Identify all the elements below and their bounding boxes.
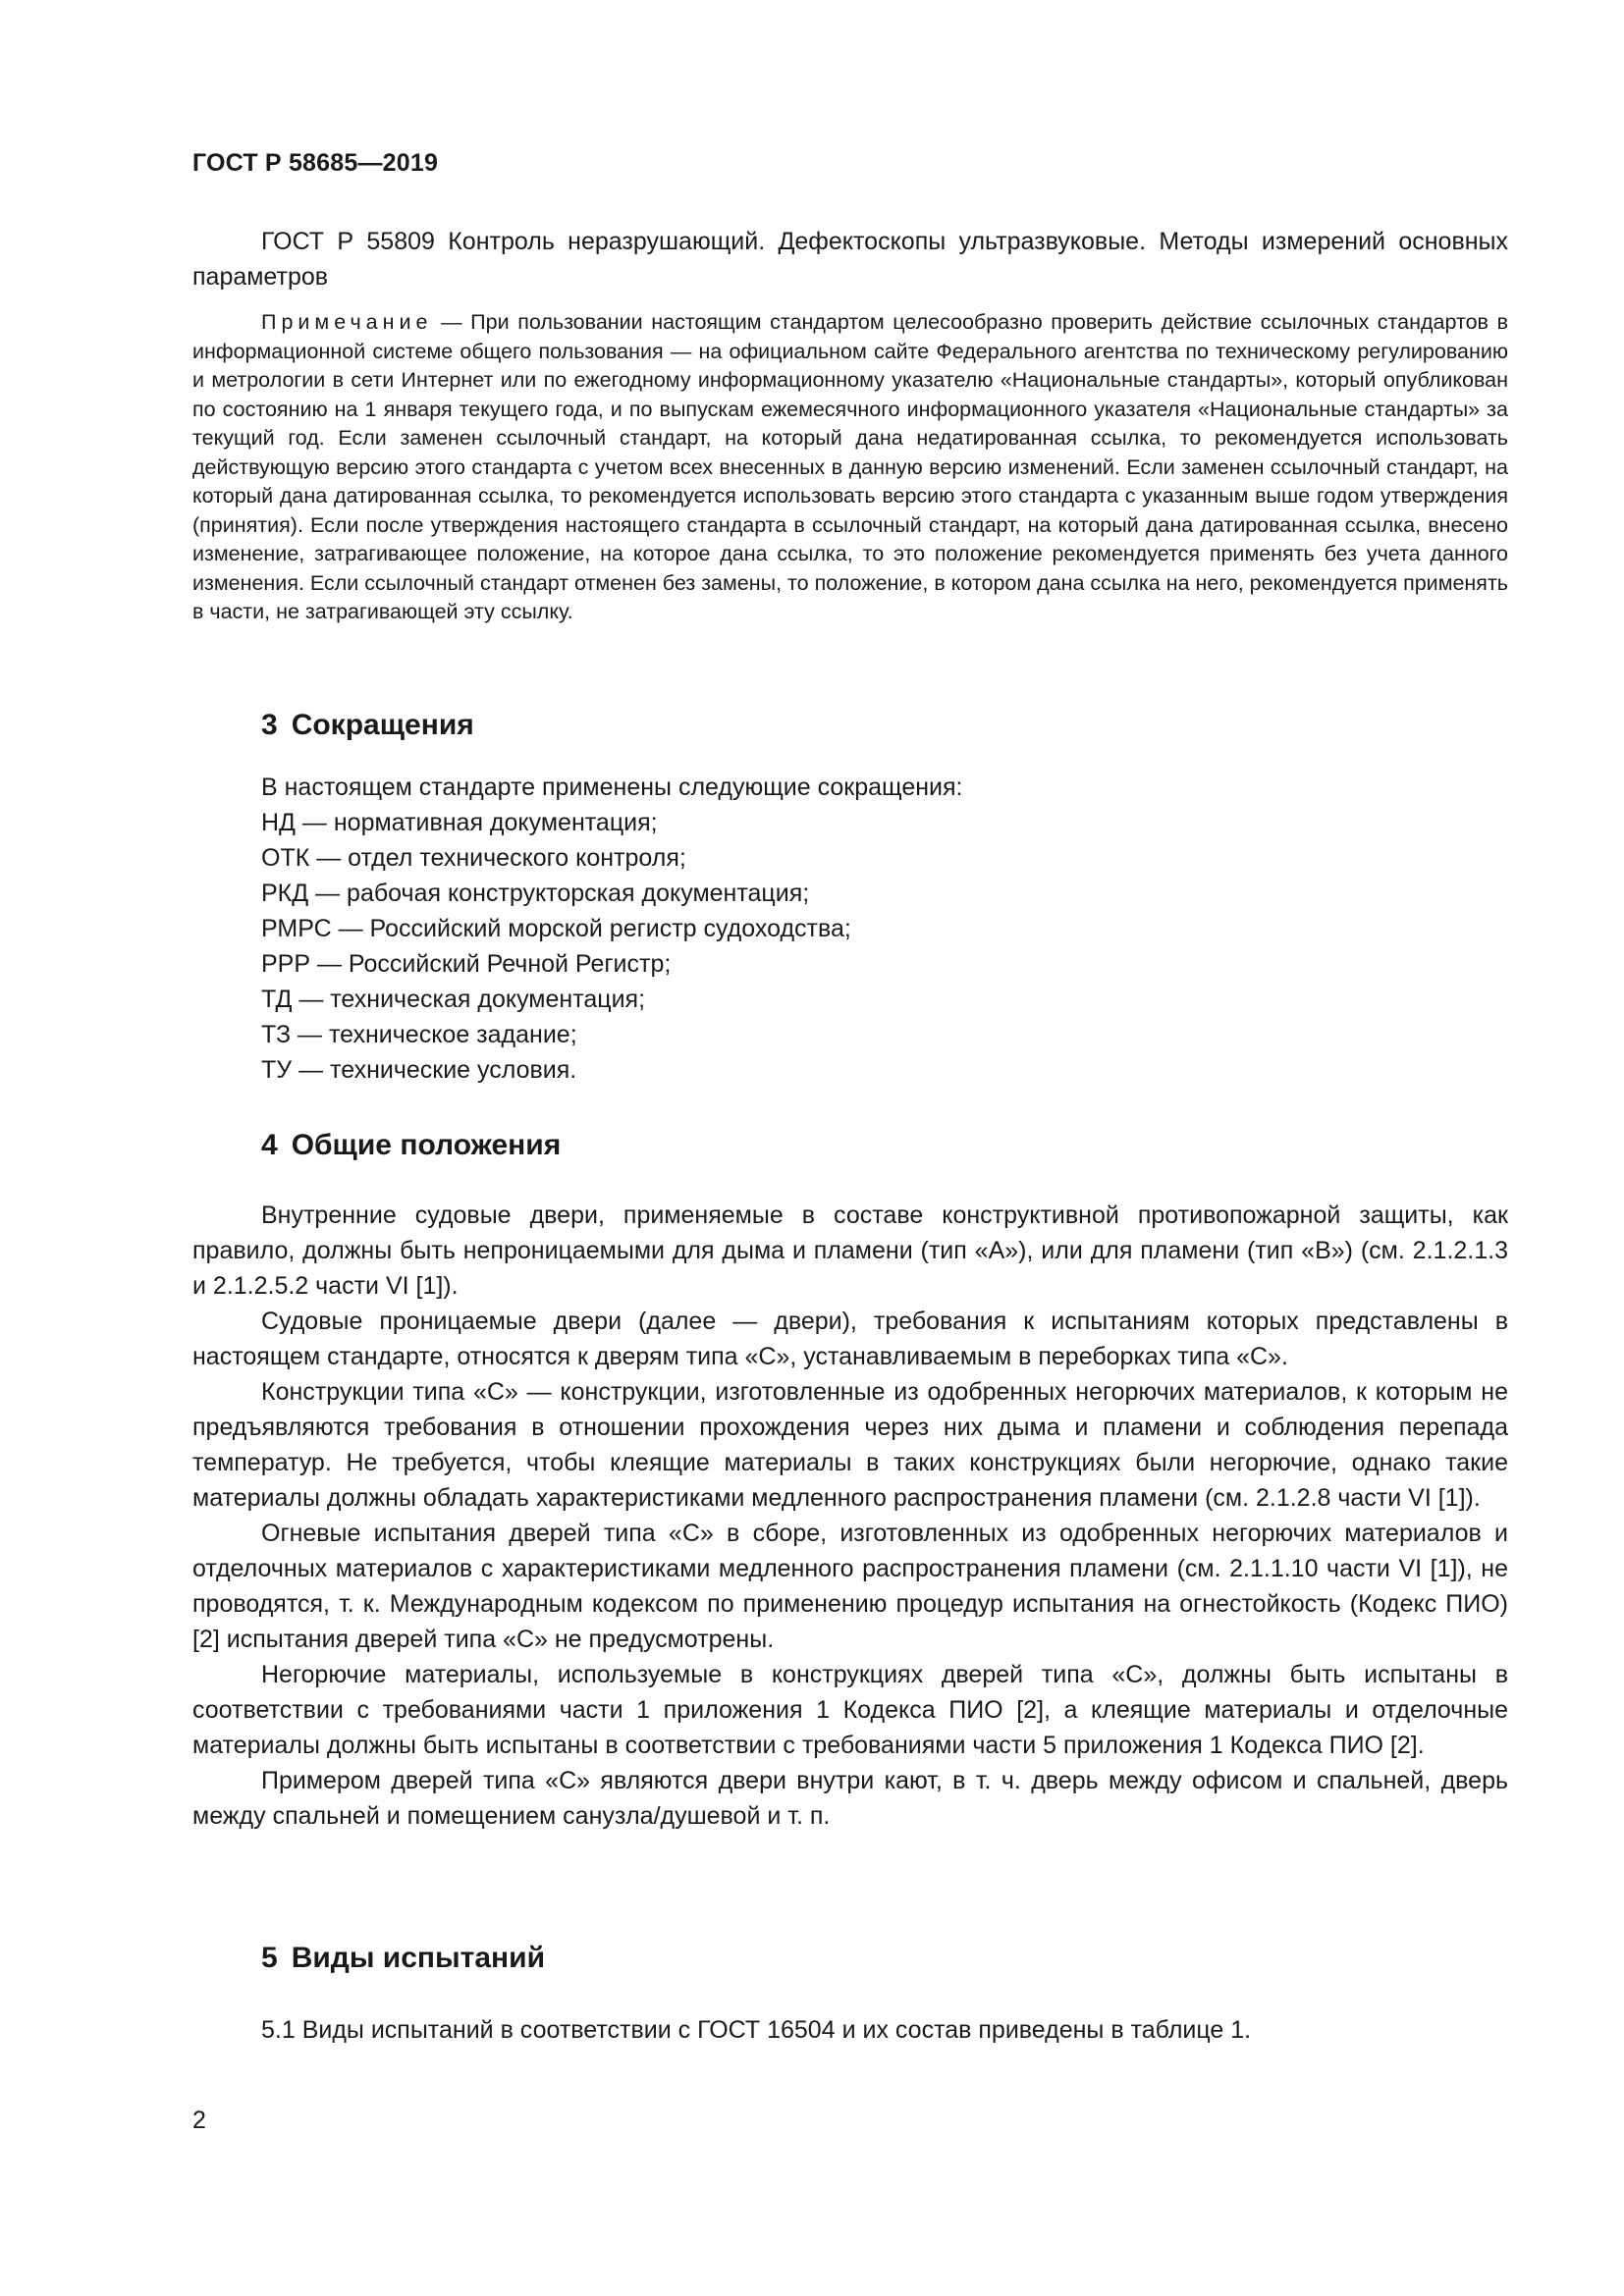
list-item: ОТК — отдел технического контроля; <box>261 844 686 872</box>
list-item: ТЗ — техническое задание; <box>261 1021 577 1048</box>
paragraph: Конструкции типа «С» — конструкции, изготовленные из одобренных негорючих материалов, к которым не предъявляются требования в отношении прохождения через них дыма и пламени и соблюдения перепада температур. Не требуется, чтобы клеящие материалы в таких конструкциях были негорючие, однако такие материалы должны обладать характеристиками медленного распространения пламени (см. 2.1.2.8 части VI [1]). <box>192 1378 1508 1512</box>
abbreviations-list <box>261 770 962 1088</box>
section-5-number: 5 <box>261 1942 278 1974</box>
list-item: РМРС — Российский морской регистр судоходства; <box>261 915 851 942</box>
section-5-heading <box>261 1942 545 1975</box>
paragraph: Негорючие материалы, используемые в конструкциях дверей типа «С», должны быть испытаны в соответствии с требованиями части 1 приложения 1 Кодекса ПИО [2], а клеящие материалы и отделочные материалы должны быть испытаны в соответствии с требованиями части 5 приложения 1 Кодекса ПИО [2]. <box>192 1661 1508 1759</box>
reference-entry: ГОСТ Р 55809 Контроль неразрушающий. Дефектоскопы ультразвуковые. Методы измерений основных параметров <box>192 228 1508 291</box>
section-5-title: Виды испытаний <box>291 1942 546 1974</box>
note-text: — При пользовании настоящим стандартом целесообразно проверить действие ссылочных стандартов в информационной системе общего пользования — на официальном сайте Федерального агентства по техническому регулированию и метрологии в сети Интернет или по ежегодному информационному указателю «Национальные стандарты», который опубликован по состоянию на 1 января текущего года, и по выпускам ежемесячного информационного указателя «Национальные стандарты» за текущий год. Если заменен ссылочный стандарт, на который дана недатированная ссылка, то рекомендуется использовать действующую версию этого стандарта с учетом всех внесенных в данную версию изменений. Если заменен ссылочный стандарт, на который дана датированная ссылка, то рекомендуется использовать версию этого стандарта с указанным выше годом утверждения (принятия). Если после утверждения настоящего стандарта в ссылочный стандарт, на который дана датированная ссылка, внесено изменение, затрагивающее положение, на которое дана ссылка, то это положение рекомендуется применять без учета данного изменения. Если ссылочный стандарт отменен без замены, то положение, в котором дана ссылка на него, рекомендуется применять в части, не затрагивающей эту ссылку. <box>192 310 1508 623</box>
paragraph: Огневые испытания дверей типа «С» в сборе, изготовленных из одобренных негорючих материалов и отделочных материалов с характеристиками медленного распространения пламени (см. 2.1.1.10 части VI [1]), не проводятся, т. к. Международным кодексом по применению процедур испытания на огнестойкость (Кодекс ПИО) [2] испытания дверей типа «С» не предусмотрены. <box>192 1520 1508 1653</box>
reference-note <box>192 308 1508 627</box>
section-3-title: Сокращения <box>291 709 474 741</box>
note-label: Примечание <box>261 310 433 334</box>
list-item: ТД — техническая документация; <box>261 986 646 1013</box>
document-page <box>192 0 1508 2296</box>
section-4-heading <box>261 1129 561 1162</box>
section-5-body <box>192 2012 1508 2048</box>
running-head-standard-id: ГОСТ Р 58685—2019 <box>192 149 439 177</box>
list-item: ТУ — технические условия. <box>261 1056 577 1084</box>
paragraph: Внутренние судовые двери, применяемые в составе конструктивной противопожарной защиты, как правило, должны быть непроницаемыми для дыма и пламени (тип «А»), или для пламени (тип «В») (см. 2.1.2.1.3 и 2.1.2.5.2 части VI [1]). <box>192 1201 1508 1300</box>
abbreviations-intro: В настоящем стандарте применены следующие сокращения: <box>261 774 963 801</box>
paragraph: Судовые проницаемые двери (далее — двери), требования к испытаниям которых представлены в настоящем стандарте, относятся к дверям типа «С», устанавливаемым в переборках типа «С». <box>192 1308 1508 1370</box>
paragraph: 5.1 Виды испытаний в соответствии с ГОСТ 16504 и их состав приведены в таблице 1. <box>261 2016 1252 2044</box>
section-4-title: Общие положения <box>291 1129 562 1161</box>
section-3-number: 3 <box>261 709 278 741</box>
section-3-heading <box>261 709 474 742</box>
paragraph: Примером дверей типа «С» являются двери внутри кают, в т. ч. дверь между офисом и спальней, дверь между спальней и помещением санузла/душевой и т. п. <box>192 1767 1508 1830</box>
section-4-number: 4 <box>261 1129 278 1161</box>
list-item: РКД — рабочая конструкторская документация; <box>261 880 810 907</box>
section-4-body <box>192 1198 1508 1834</box>
list-item: РРР — Российский Речной Регистр; <box>261 950 672 978</box>
list-item: НД — нормативная документация; <box>261 809 658 836</box>
page-number: 2 <box>192 2107 206 2134</box>
